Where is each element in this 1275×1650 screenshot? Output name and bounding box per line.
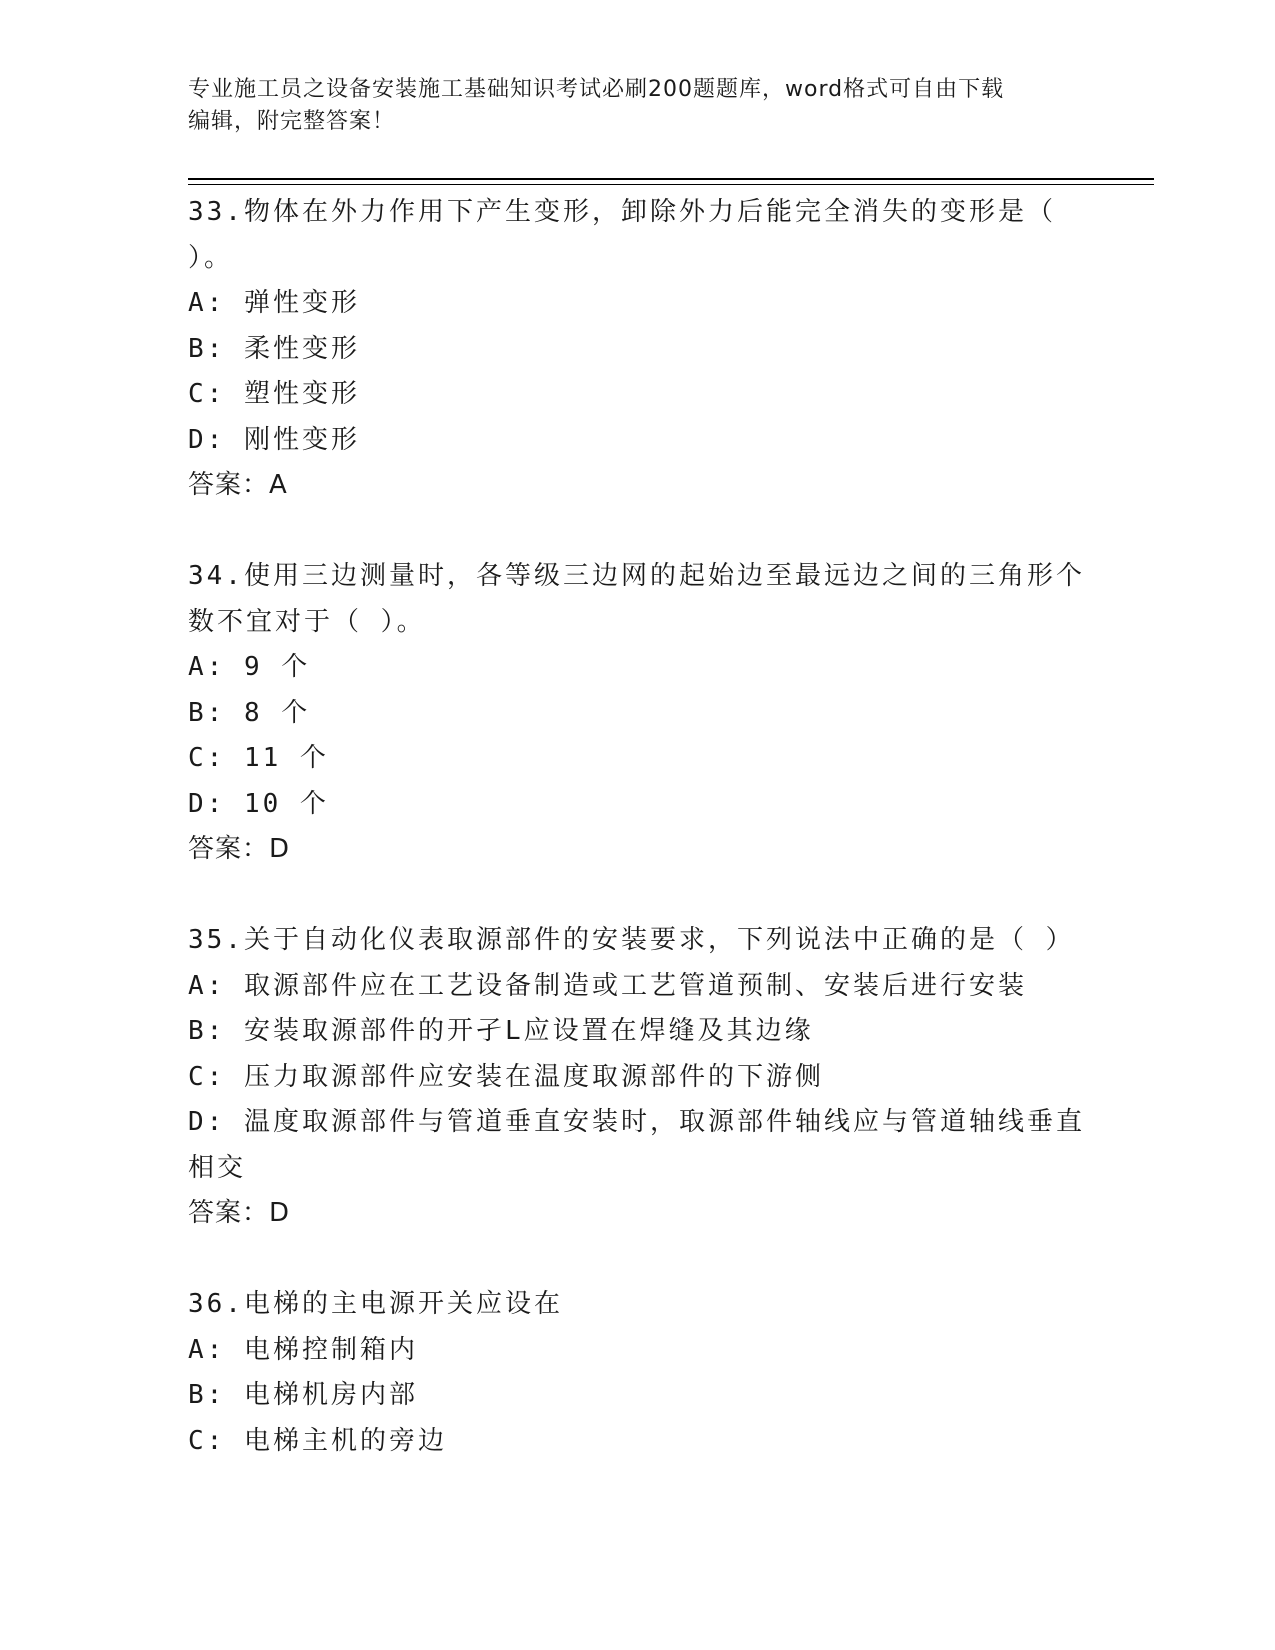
header-divider-thin xyxy=(188,184,1154,185)
option-a: A: 9 个 xyxy=(188,652,311,682)
question-stem: 35.关于自动化仪表取源部件的安装要求，下列说法中正确的是（ ） xyxy=(188,925,1075,955)
question-stem: 33.物体在外力作用下产生变形，卸除外力后能完全消失的变形是（ xyxy=(188,197,1056,227)
option-d: D: 10 个 xyxy=(188,788,329,819)
option-c: C: 电梯主机的旁边 xyxy=(188,1425,447,1456)
header-divider-thick xyxy=(188,178,1154,180)
header-line-1: 专业施工员之设备安装施工基础知识考试必刷200题题库，word格式可自由下载 xyxy=(188,77,1005,102)
option-d-continued: 相交 xyxy=(188,1152,247,1183)
header-line-2: 编辑，附完整答案！ xyxy=(188,109,396,134)
option-a: A: 弹性变形 xyxy=(188,288,360,318)
option-c: C: 11 个 xyxy=(188,743,329,773)
question-34 xyxy=(188,554,1088,873)
question-36 xyxy=(188,1282,1088,1464)
question-stem-continued: ）。 xyxy=(188,242,234,273)
question-stem-continued: 数不宜对于（ ）。 xyxy=(188,606,426,637)
question-gap xyxy=(188,509,1088,555)
option-b: B: 8 个 xyxy=(188,697,311,728)
answer-line: 答案：A xyxy=(188,470,288,500)
option-d: D: 刚性变形 xyxy=(188,424,360,455)
question-35 xyxy=(188,918,1088,1237)
question-33 xyxy=(188,190,1088,509)
question-stem: 36.电梯的主电源开关应设在 xyxy=(188,1289,563,1319)
answer-line: 答案：D xyxy=(188,1198,291,1228)
question-list xyxy=(188,190,1088,1464)
option-a: A: 取源部件应在工艺设备制造或工艺管道预制、安装后进行安装 xyxy=(188,970,1027,1001)
option-c: C: 压力取源部件应安装在温度取源部件的下游侧 xyxy=(188,1061,824,1092)
option-d: D: 温度取源部件与管道垂直安装时，取源部件轴线应与管道轴线垂直 xyxy=(188,1107,1085,1137)
option-a: A: 电梯控制箱内 xyxy=(188,1334,418,1365)
question-gap xyxy=(188,873,1088,919)
document-header xyxy=(188,74,1068,138)
question-gap xyxy=(188,1237,1088,1283)
option-b: B: 柔性变形 xyxy=(188,333,360,364)
option-b: B: 安装取源部件的开孑L应设置在焊缝及其边缘 xyxy=(188,1016,814,1046)
option-b: B: 电梯机房内部 xyxy=(188,1380,418,1410)
option-c: C: 塑性变形 xyxy=(188,379,360,409)
answer-line: 答案：D xyxy=(188,834,291,864)
question-stem: 34.使用三边测量时，各等级三边网的起始边至最远边之间的三角形个 xyxy=(188,561,1085,591)
